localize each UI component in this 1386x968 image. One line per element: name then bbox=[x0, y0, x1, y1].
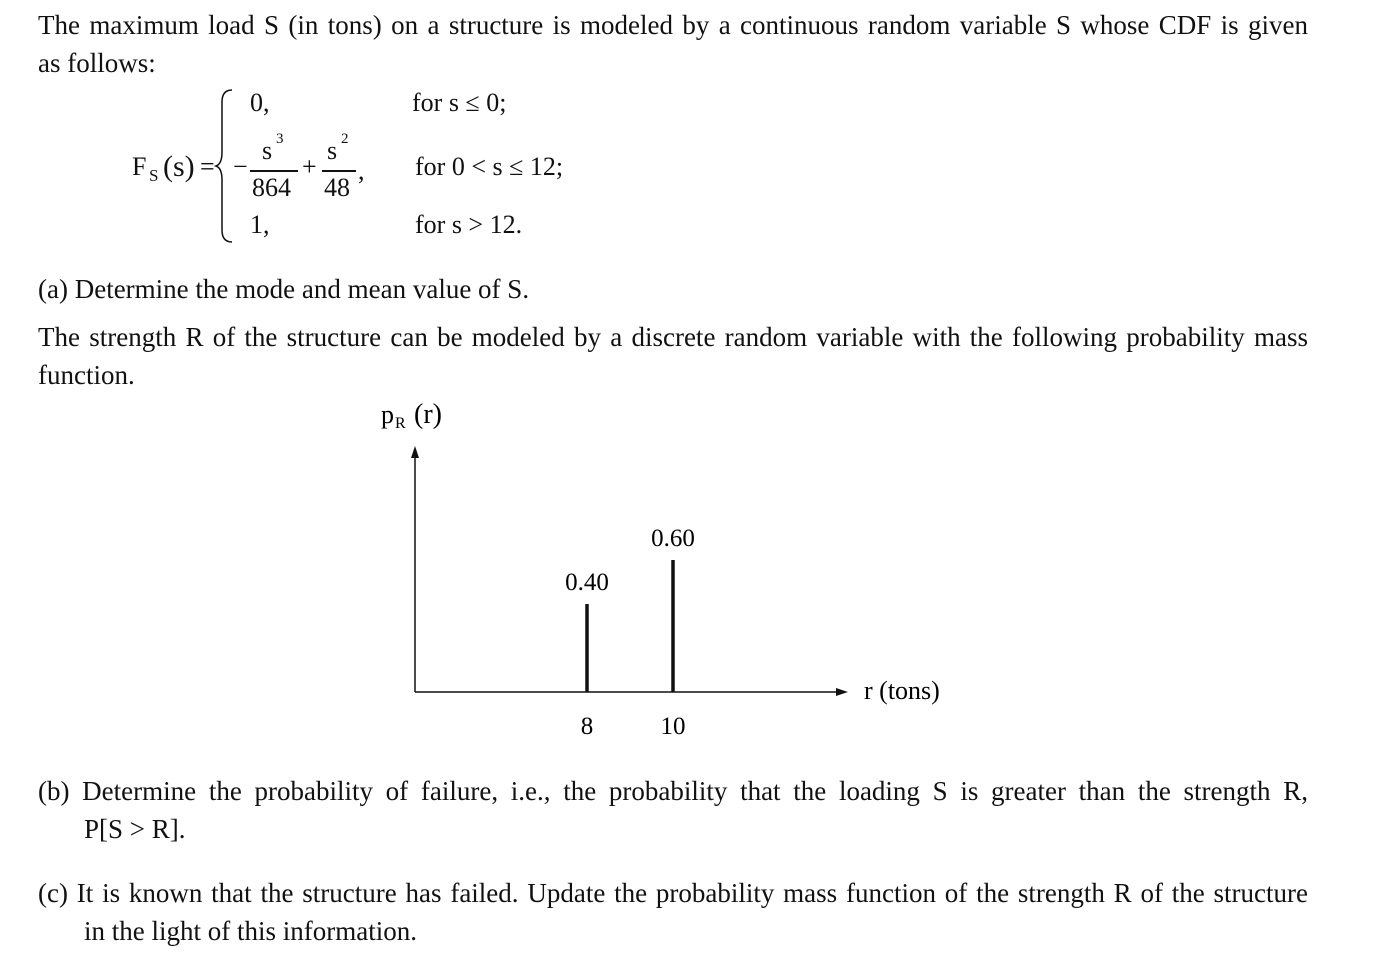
pmf-value-label-10: 0.60 bbox=[651, 525, 695, 552]
cdf-case2-cond: for 0 < s ≤ 12; bbox=[415, 152, 564, 181]
part-b bbox=[38, 772, 1308, 848]
cdf-case1-cond: for s ≤ 0; bbox=[412, 88, 507, 117]
part-b-line-2: P[S > R]. bbox=[84, 814, 186, 844]
strength-line-2: function. bbox=[38, 360, 135, 390]
intro-line-2: as follows: bbox=[38, 48, 156, 78]
strength-line-1: The strength R of the structure can be modeled by a discrete random variable with the following probability mass bbox=[38, 322, 1308, 352]
cdf-case3-cond: for s > 12. bbox=[415, 210, 523, 239]
cdf-case1-expr: 0, bbox=[250, 88, 270, 117]
cdf-case2-plus: + bbox=[302, 152, 317, 181]
cdf-lhs-f: F bbox=[132, 152, 147, 181]
cdf-lhs-sub: S bbox=[149, 166, 159, 185]
x-axis-arrow bbox=[836, 688, 848, 696]
pmf-marks bbox=[565, 525, 695, 740]
cdf-case2-den1: 864 bbox=[252, 173, 291, 202]
intro-line-1: The maximum load S (in tons) on a structure is modeled by a continuous random variable S whose CDF is given bbox=[38, 10, 1308, 40]
cdf-case2-exp2: 2 bbox=[341, 131, 349, 147]
cdf-case2-den2: 48 bbox=[324, 173, 350, 202]
pmf-value-label-8: 0.40 bbox=[565, 569, 609, 596]
y-axis-label-p: p bbox=[381, 400, 394, 429]
y-axis-label-arg: (r) bbox=[414, 399, 442, 430]
part-c-line-1: (c) It is known that the structure has failed. Update the probability mass function of the strength R of the structure bbox=[38, 878, 1308, 908]
part-c-line-2: in the light of this information. bbox=[84, 916, 417, 946]
y-axis-arrow bbox=[411, 446, 419, 458]
cdf-case2-comma: , bbox=[358, 156, 365, 185]
cdf-lhs-arg: (s) bbox=[163, 150, 195, 183]
part-b-line-1: (b) Determine the probability of failure, i.e., the probability that the loading S is greater than the strength R, bbox=[38, 776, 1308, 806]
part-a: (a) Determine the mode and mean value of S. bbox=[38, 274, 530, 304]
x-tick-label-8: 8 bbox=[580, 713, 594, 740]
x-axis-label: r (tons) bbox=[864, 676, 940, 705]
cdf-case2-exp1: 3 bbox=[276, 131, 284, 147]
cdf-equals: = bbox=[200, 152, 215, 181]
cdf-case2-minus: − bbox=[233, 152, 248, 181]
part-c bbox=[38, 874, 1308, 950]
x-tick-label-10: 10 bbox=[660, 713, 686, 740]
cdf-case3-expr: 1, bbox=[250, 210, 270, 239]
y-axis-label-sub: R bbox=[395, 415, 406, 432]
cdf-case2-num1: s bbox=[262, 136, 273, 165]
cdf-case2-num2: s bbox=[327, 136, 338, 165]
